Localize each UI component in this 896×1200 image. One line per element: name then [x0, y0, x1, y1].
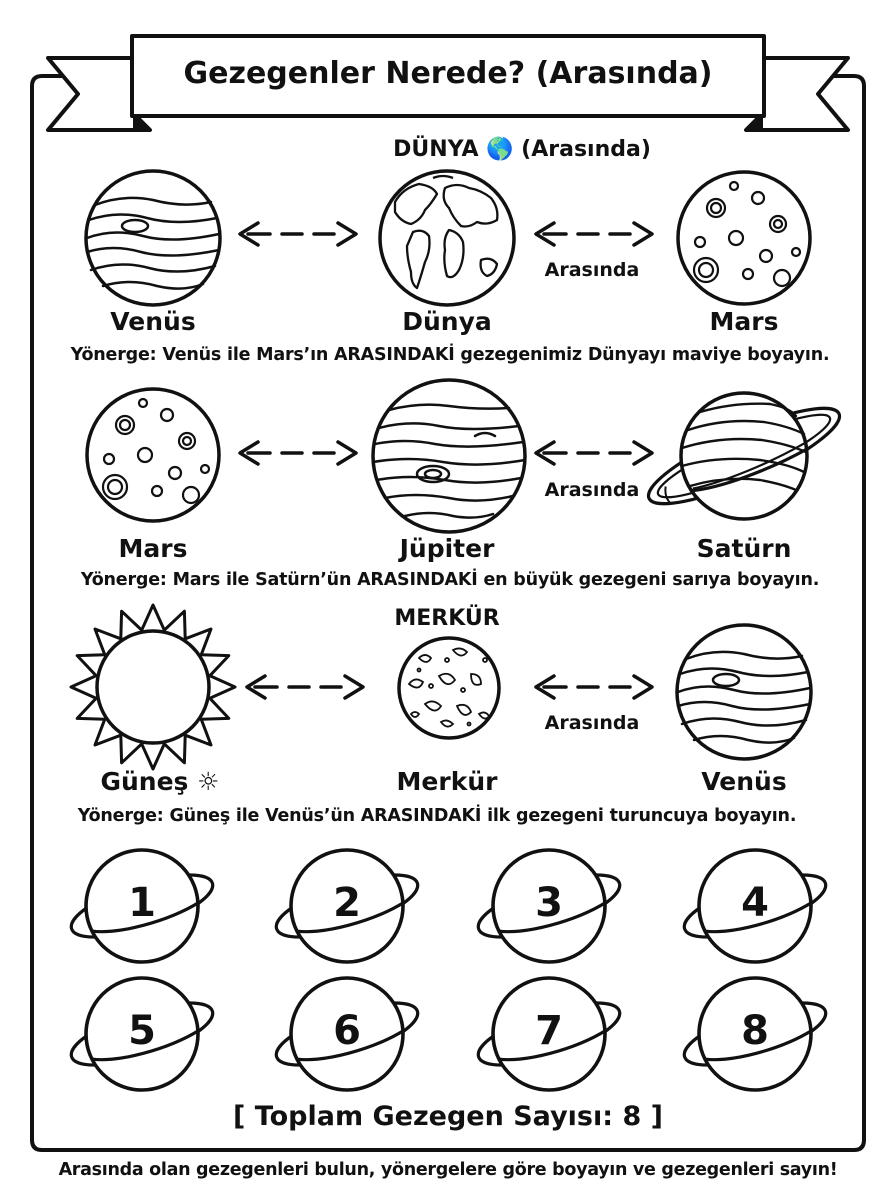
planet-number-5: 5 — [128, 1008, 156, 1054]
footer-instruction: Arasında olan gezegenleri bulun, yönergelere göre boyayın ve gezegenleri sayın! — [58, 1160, 838, 1180]
row3-middle-label: Merkür — [396, 767, 498, 796]
row3-heading: MERKÜR — [394, 606, 500, 631]
double-arrow-icon — [240, 442, 356, 464]
double-arrow-icon — [536, 442, 652, 464]
earth-icon — [380, 171, 514, 305]
venus-icon — [86, 171, 220, 305]
saturn-icon — [639, 392, 849, 520]
row1-middle-label: Dünya — [402, 307, 492, 336]
row3-left-label: Güneş ☼ — [100, 767, 220, 796]
double-arrow-icon — [536, 676, 652, 698]
total-planets-label: [ Toplam Gezegen Sayısı: 8 ] — [233, 1101, 663, 1132]
double-arrow-icon — [240, 223, 356, 245]
mercury-icon — [399, 638, 499, 738]
planet-number-2: 2 — [333, 880, 361, 926]
row1-instruction: Yönerge: Venüs ile Mars’ın ARASINDAKİ gezegenimiz Dünyayı maviye boyayın. — [70, 345, 830, 365]
row2-right-label: Satürn — [696, 534, 792, 563]
planet-number-1: 1 — [128, 880, 156, 926]
sun-icon — [71, 605, 235, 769]
double-arrow-icon — [247, 676, 363, 698]
planet-number-4: 4 — [741, 880, 769, 926]
row2-between-label: Arasında — [544, 479, 640, 501]
row1-heading: DÜNYA 🌎 (Arasında) — [393, 137, 651, 162]
double-arrow-icon — [536, 223, 652, 245]
row1-between-label: Arasında — [544, 259, 640, 281]
mars-icon — [678, 172, 810, 304]
jupiter-icon — [373, 380, 525, 532]
planet-number-8: 8 — [741, 1008, 769, 1054]
planet-number-7: 7 — [535, 1008, 563, 1054]
row2-middle-label: Jüpiter — [399, 534, 495, 563]
row2-instruction: Yönerge: Mars ile Satürn’ün ARASINDAKİ en büyük gezegeni sarıya boyayın. — [80, 570, 820, 590]
row2-left-label: Mars — [118, 534, 188, 563]
mars-icon — [87, 389, 219, 521]
row3-between-label: Arasında — [544, 712, 640, 734]
venus-icon — [677, 625, 811, 759]
row1-right-label: Mars — [709, 307, 779, 336]
row1-left-label: Venüs — [110, 307, 196, 336]
planet-number-3: 3 — [535, 880, 563, 926]
row3-right-label: Venüs — [701, 767, 787, 796]
page-title: Gezegenler Nerede? (Arasında) — [183, 56, 713, 91]
planet-number-6: 6 — [333, 1008, 361, 1054]
row3-instruction: Yönerge: Güneş ile Venüs’ün ARASINDAKİ ilk gezegeni turuncuya boyayın. — [77, 806, 797, 826]
